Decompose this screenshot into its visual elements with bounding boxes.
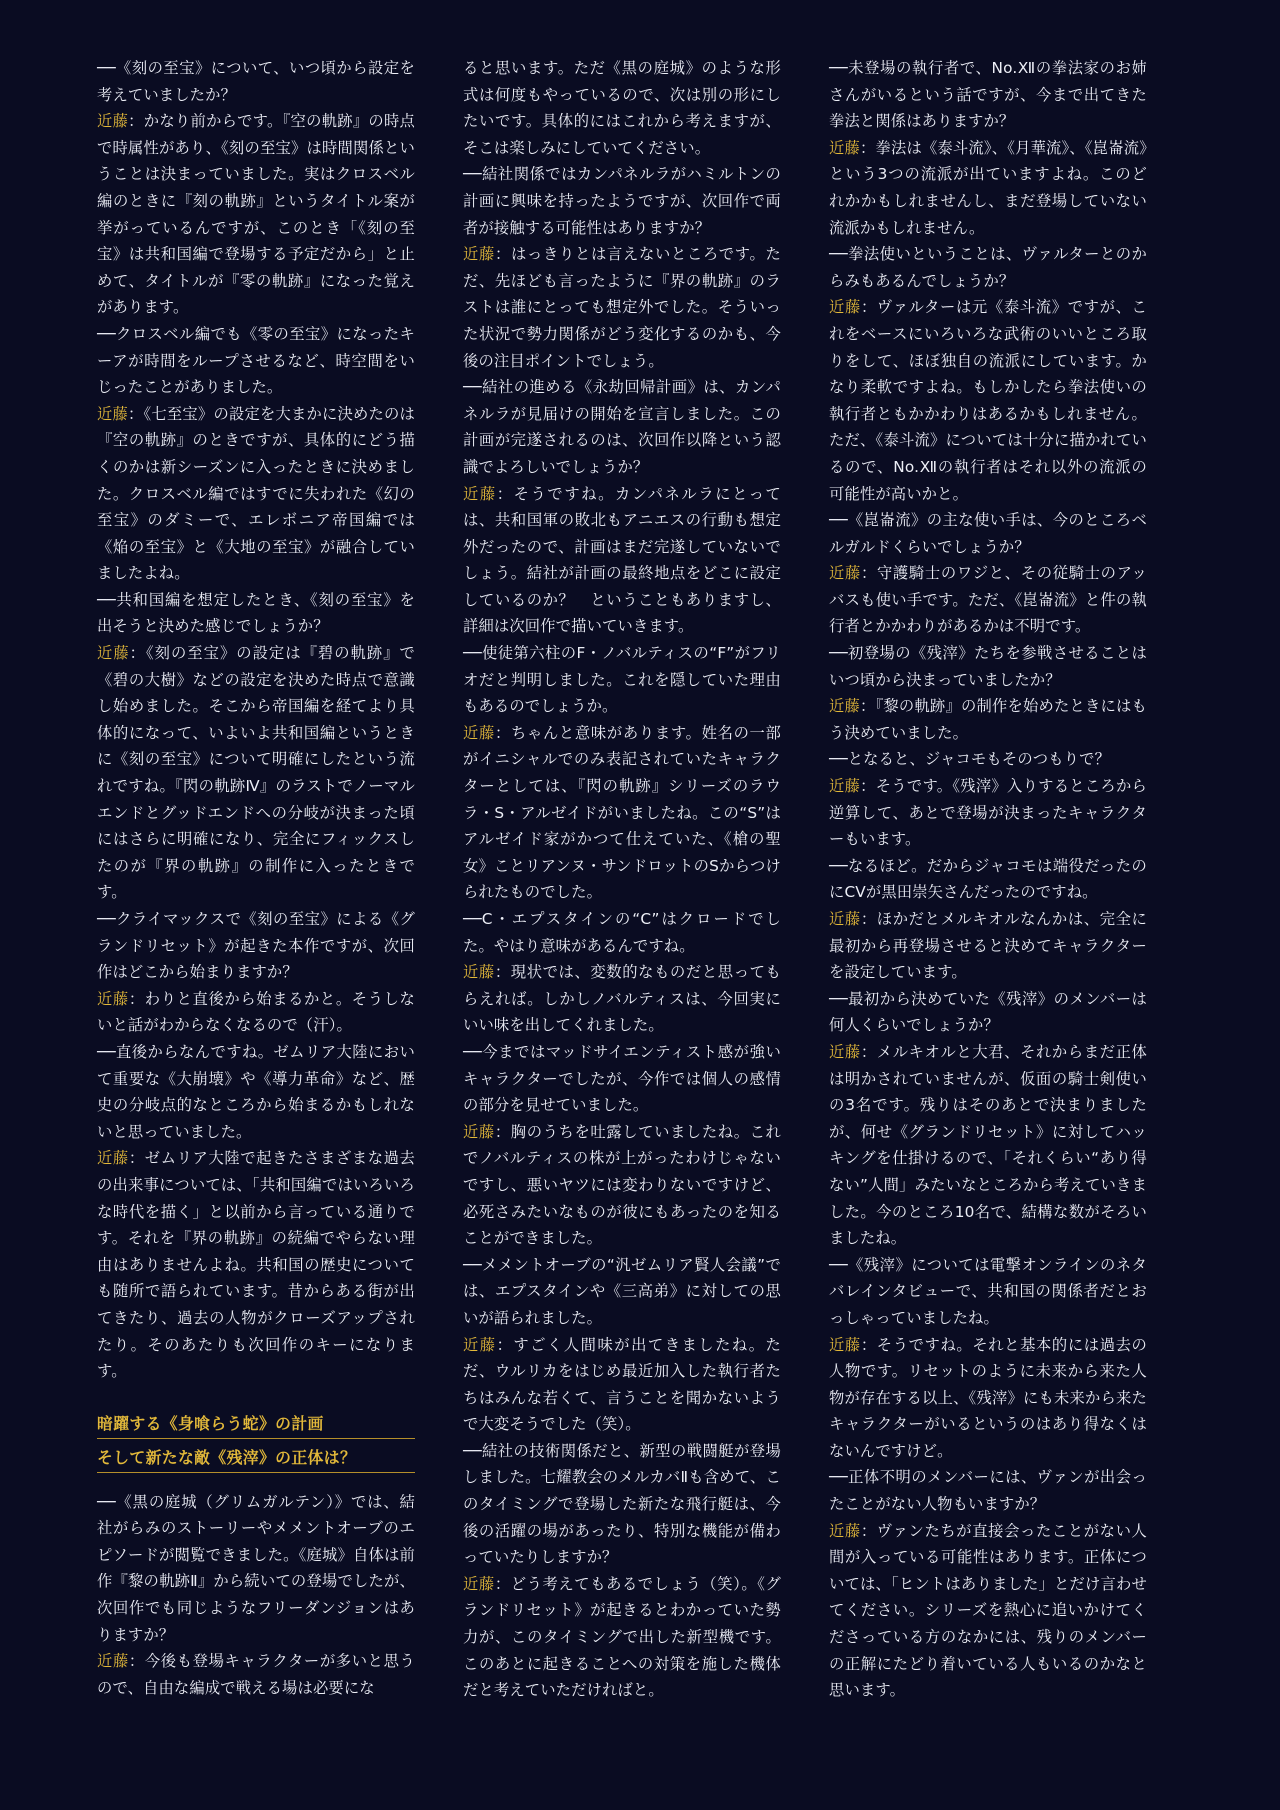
speaker-name: 近藤 [463, 245, 495, 264]
answer-paragraph [829, 135, 1147, 241]
paragraph-text: ると思います。ただ《黒の庭城》のような形式は何度もやっているので、次は別の形にしたいです。具体的にはこれから考えますが、そこは楽しみにしていてください。 [463, 59, 781, 157]
paragraph-text: ：わりと直後から始まるかと。そうしないと話がわからなくなるので（汗）。 [97, 989, 415, 1035]
answer-paragraph [97, 640, 415, 906]
paragraph-text: ──《残滓》については電撃オンラインのネタバレインタビューで、共和国の関係者だとおっしゃっていましたね。 [829, 1255, 1147, 1327]
question-paragraph [463, 640, 781, 720]
answer-paragraph [829, 906, 1147, 986]
paragraph-text: ：そうですね。それと基本的には過去の人物です。リセットのように未来から来た人物が存在する以上、《残滓》にも未来から来たキャラクターがいるというのはあり得なくはないんですけど。 [829, 1335, 1147, 1460]
speaker-name: 近藤 [463, 723, 495, 742]
speaker-name: 近藤 [97, 989, 129, 1008]
answer-paragraph [829, 294, 1147, 507]
text-column-2 [463, 55, 781, 1704]
speaker-name: 近藤 [829, 1335, 861, 1354]
paragraph-text: ：ヴァンたちが直接会ったことがない人間が入っている可能性はあります。正体については、「ヒントはありました」とだけ言わせてください。シリーズを熱心に追いかけてくださっている方のなかには、残りのメンバーの正解にたどり着いている人もいるのかなと思います。 [829, 1521, 1147, 1700]
speaker-name: 近藤 [463, 1335, 497, 1354]
question-paragraph [829, 55, 1147, 135]
answer-paragraph [97, 108, 415, 321]
paragraph-text: ：ヴァルターは元《泰斗流》ですが、これをベースにいろいろな武術のいいところ取りをして、ほぼ独自の流派にしています。かなり柔軟ですよね。もしかしたら拳法使いの執行者ともかかわりはあるかもしれません。ただ、《泰斗流》については十分に描かれているので、No.Ⅻの執行者はそれ以外の流派の可能性が高いかと。 [829, 298, 1147, 503]
paragraph-text: ：拳法は《泰斗流》、《月華流》、《崑崙流》という3つの流派が出ていますよね。このどれかかもしれませんし、まだ登場していない流派かもしれません。 [829, 138, 1147, 237]
paragraph-text: ──拳法使いということは、ヴァルターとのからみもあるんでしょうか？ [829, 245, 1147, 290]
paragraph-text: ：《七至宝》の設定を大まかに決めたのは『空の軌跡』のときですが、具体的にどう描くのかは新シーズンに入ったときに決めました。クロスベル編ではすでに失われた《幻の至宝》のダミーで、エレボニア帝国編では《焔の至宝》と《大地の至宝》が融合していましたよね。 [97, 404, 415, 583]
speaker-name: 近藤 [97, 404, 129, 423]
answer-paragraph [463, 959, 781, 1039]
paragraph-text: ：すごく人間味が出てきましたね。ただ、ウルリカをはじめ最近加入した執行者たちはみんな若くて、言うことを聞かないようで大変そうでした（笑）。 [463, 1335, 781, 1434]
answer-paragraph [97, 1145, 415, 1384]
question-paragraph [463, 1039, 781, 1119]
question-paragraph [97, 587, 415, 640]
answer-paragraph [463, 1119, 781, 1252]
question-paragraph [829, 1252, 1147, 1332]
speaker-name: 近藤 [829, 777, 861, 796]
question-paragraph [97, 321, 415, 401]
paragraph-text: ──正体不明のメンバーには、ヴァンが出会ったことがない人物もいますか？ [829, 1468, 1147, 1514]
answer-paragraph [463, 720, 781, 906]
paragraph-text: ──結社の技術関係だと、新型の戦闘艇が登場しました。七耀教会のメルカバⅡも含めて、このタイミングで登場した新たな飛行艇は、今後の活躍の場があったり、特別な機能が備わっていたりしますか？ [463, 1441, 781, 1567]
question-paragraph [829, 241, 1147, 294]
paragraph-text: ──クライマックスで《刻の至宝》による《グランドリセット》が起きた本作ですが、次回作はどこから始まりますか？ [97, 910, 415, 982]
paragraph-text: ──なるほど。だからジャコモは端役だったのにCVが黒田崇矢さんだったのですね。 [829, 856, 1147, 902]
question-paragraph [463, 374, 781, 480]
speaker-name: 近藤 [463, 1574, 495, 1593]
speaker-name: 近藤 [97, 112, 129, 131]
speaker-name: 近藤 [829, 298, 861, 317]
question-paragraph [463, 1438, 781, 1571]
paragraph-text: ：メルキオルと大君、それからまだ正体は明かされていませんが、仮面の騎士剣使いの3名です。残りはそのあとで決まりましたが、何せ《グランドリセット》に対してハッキングを仕掛けるので、「それくらい“あり得ない”人間」みたいなところから考えていきました。今のところ10名で、結構な数がそろいましたね。 [829, 1042, 1147, 1248]
speaker-name: 近藤 [829, 697, 861, 716]
section-heading [97, 1411, 415, 1473]
paragraph-text: ──最初から決めていた《残滓》のメンバーは何人くらいでしょうか？ [829, 989, 1147, 1035]
paragraph-text: ──直後からなんですね。ゼムリア大陸において重要な《大崩壊》や《導力革命》など、歴史の分岐点的なところから始まるかもしれないと思っていました。 [97, 1042, 415, 1141]
paragraph-text: ──C・エプスタインの“C”はクロードでした。やはり意味があるんですね。 [463, 910, 781, 955]
paragraph-text: ──《刻の至宝》について、いつ頃から設定を考えていましたか？ [97, 59, 415, 104]
paragraph-text: ──初登場の《残滓》たちを参戦させることはいつ頃から決まっていましたか？ [829, 644, 1147, 689]
paragraph-text: ：ほかだとメルキオルなんかは、完全に最初から再登場させると決めてキャラクターを設定しています。 [829, 910, 1147, 982]
speaker-name: 近藤 [463, 484, 497, 503]
answer-paragraph [463, 481, 781, 641]
paragraph-text: ──使徒第六柱のF・ノバルティスの“F”がフリオだと判明しました。これを隠していた理由もあるのでしょうか。 [463, 644, 781, 716]
paragraph-text: ：そうです。《残滓》入りするところから逆算して、あとで登場が決まったキャラクターもいます。 [829, 777, 1147, 849]
question-paragraph [829, 1464, 1147, 1517]
paragraph-text: ：今後も登場キャラクターが多いと思うので、自由な編成で戦える場は必要にな [97, 1652, 415, 1697]
answer-paragraph [97, 1648, 415, 1701]
paragraph-text: ──クロスベル編でも《零の至宝》になったキーアが時間をループさせるなど、時空間をいじったことがありました。 [97, 324, 415, 397]
answer-paragraph [463, 1332, 781, 1438]
answer-paragraph [829, 693, 1147, 746]
answer-paragraph [829, 1039, 1147, 1252]
question-paragraph [97, 1039, 415, 1145]
continued-paragraph [463, 55, 781, 161]
paragraph-text: ──となると、ジャコモもそのつもりで？ [829, 750, 1111, 769]
text-column-3 [829, 55, 1147, 1704]
section-heading-line: そして新たな敵《残滓》の正体は？ [97, 1445, 415, 1473]
answer-paragraph [463, 1571, 781, 1704]
answer-paragraph [829, 1332, 1147, 1465]
speaker-name: 近藤 [97, 1149, 129, 1168]
answer-paragraph [829, 773, 1147, 853]
paragraph-text: ：ゼムリア大陸で起きたさまざまな過去の出来事については、「共和国編ではいろいろな時代を描く」と以前から言っている通りです。それを『界の軌跡』の続編でやらない理由はありませんよね。共和国の歴史についても随所で語られています。昔からある街が出てきたり、過去の人物がクローズアップされたり。そのあたりも次回作のキーになります。 [97, 1149, 415, 1381]
answer-paragraph [829, 560, 1147, 640]
answer-paragraph [829, 1518, 1147, 1704]
paragraph-text: ──結社関係ではカンパネルラがハミルトンの計画に興味を持ったようですが、次回作で両者が接触する可能性はありますか？ [463, 165, 781, 237]
paragraph-text: ：ちゃんと意味があります。姓名の一部がイニシャルでのみ表記されていたキャラクターとしては、『閃の軌跡』シリーズのラウラ・S・アルゼイドがいましたね。この“S”はアルゼイド家がかつて仕えていた、《槍の聖女》ことリアンヌ・サンドロットのSからつけられたものでした。 [463, 723, 781, 902]
paragraph-text: ──《崑崙流》の主な使い手は、今のところベルガルドくらいでしょうか？ [829, 511, 1147, 556]
speaker-name: 近藤 [829, 138, 860, 157]
speaker-name: 近藤 [97, 644, 130, 663]
question-paragraph [829, 746, 1147, 773]
speaker-name: 近藤 [829, 1521, 861, 1540]
answer-paragraph [97, 986, 415, 1039]
question-paragraph [97, 1489, 415, 1649]
question-paragraph [463, 161, 781, 241]
question-paragraph [829, 507, 1147, 560]
answer-paragraph [97, 401, 415, 587]
paragraph-text: ：『黎の軌跡』の制作を始めたときにはもう決めていました。 [829, 697, 1147, 742]
question-paragraph [463, 1252, 781, 1332]
paragraph-text: ：守護騎士のワジと、その従騎士のアッバスも使い手です。ただ、《崑崙流》と件の執行者とかかわりがあるかは不明です。 [829, 564, 1147, 636]
paragraph-text: ──《黒の庭城（グリムガルテン）》では、結社がらみのストーリーやメメントオーブのエピソードが閲覧できました。《庭城》自体は前作『黎の軌跡Ⅱ』から続いての登場でしたが、次回作でも同じようなフリーダンジョンはありますか？ [97, 1492, 415, 1644]
text-column-1 [97, 55, 415, 1701]
paragraph-text: ：現状では、変数的なものだと思ってもらえれば。しかしノバルティスは、今回実にいい味を出してくれました。 [463, 963, 781, 1035]
question-paragraph [829, 853, 1147, 906]
paragraph-text: ──未登場の執行者で、No.Ⅻの拳法家のお姉さんがいるという話ですが、今まで出てきた拳法と関係はありますか？ [829, 59, 1147, 131]
paragraph-text: ──メメントオーブの“汎ゼムリア賢人会議”では、エプスタインや《三高弟》に対しての思いが語られました。 [463, 1255, 781, 1327]
paragraph-text: ：そうですね。カンパネルラにとっては、共和国軍の敗北もアニエスの行動も想定外だったので、計画はまだ完遂していないでしょう。結社が計画の最終地点をどこに設定しているのか？ ということもありますし、詳細は次回作で描いていきます。 [463, 484, 781, 636]
question-paragraph [829, 986, 1147, 1039]
question-paragraph [463, 906, 781, 959]
paragraph-text: ──結社の進める《永劫回帰計画》は、カンパネルラが見届けの開始を宣言しました。この計画が完遂されるのは、次回作以降という認識でよろしいでしょうか？ [463, 378, 781, 476]
paragraph-text: ──共和国編を想定したとき、《刻の至宝》を出そうと決めた感じでしょうか？ [97, 590, 415, 636]
paragraph-text: ：《刻の至宝》の設定は『碧の軌跡』で《碧の大樹》などの設定を決めた時点で意識し始めました。そこから帝国編を経てより具体的になって、いよいよ共和国編というときに《刻の至宝》について明確にしたという流れですね。『閃の軌跡Ⅳ』のラストでノーマルエンドとグッドエンドへの分岐が決まった頃にはさらに明確になり、完全にフィックスしたのが『界の軌跡』の制作に入ったときです。 [97, 644, 415, 902]
speaker-name: 近藤 [97, 1652, 129, 1671]
answer-paragraph [463, 241, 781, 374]
speaker-name: 近藤 [463, 963, 495, 982]
question-paragraph [97, 906, 415, 986]
section-heading-line: 暗躍する《身喰らう蛇》の計画 [97, 1411, 415, 1439]
paragraph-text: ：胸のうちを吐露していましたね。これでノバルティスの株が上がったわけじゃないですし、悪いヤツには変わりないですけど、必死さみたいなものが彼にもあったのを知ることができました。 [463, 1122, 781, 1248]
question-paragraph [829, 640, 1147, 693]
paragraph-text: ：かなり前からです。『空の軌跡』の時点で時属性があり、《刻の至宝》は時間関係ということは決まっていました。実はクロスベル編のときに『刻の軌跡』というタイトル案が挙がっているんですが、このとき「《刻の至宝》は共和国編で登場する予定だから」と止めて、タイトルが『零の軌跡』になった覚えがあります。 [97, 112, 415, 317]
paragraph-text: ：はっきりとは言えないところです。ただ、先ほども言ったように『界の軌跡』のラストは誰にとっても想定外でした。そういった状況で勢力関係がどう変化するのかも、今後の注目ポイントでしょう。 [463, 245, 781, 370]
speaker-name: 近藤 [829, 1042, 861, 1061]
speaker-name: 近藤 [829, 564, 861, 583]
question-paragraph [97, 55, 415, 108]
paragraph-text: ：どう考えてもあるでしょう（笑）。《グランドリセット》が起きるとわかっていた勢力が、このタイミングで出した新型機です。このあとに起きることへの対策を施した機体だと考えていただければと。 [463, 1574, 781, 1700]
speaker-name: 近藤 [829, 910, 861, 928]
speaker-name: 近藤 [463, 1122, 495, 1141]
paragraph-text: ──今まではマッドサイエンティスト感が強いキャラクターでしたが、今作では個人の感情の部分を見せていました。 [463, 1042, 781, 1115]
